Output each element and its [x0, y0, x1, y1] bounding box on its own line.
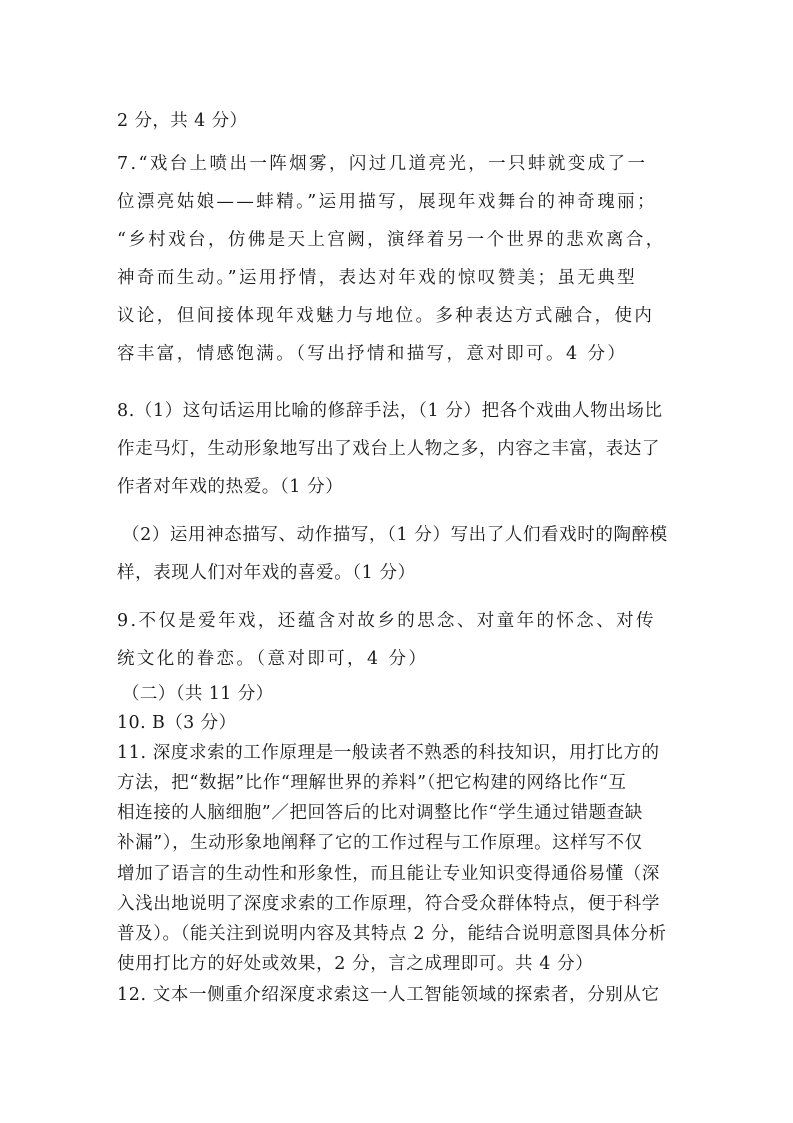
- answer-line-9: 作走马灯，生动形象地写出了戏台上人物之多，内容之丰富，表达了: [117, 439, 660, 459]
- answer-line-22: 入浅出地说明了深度求索的工作原理，符合受众群体特点，便于科学: [117, 894, 660, 914]
- answer-line-25: 12. 文本一侧重介绍深度求索这一人工智能领域的探索者，分别从它: [117, 985, 660, 1005]
- answer-line-14: 统文化的眷恋。（意对即可，4 分）: [117, 649, 429, 669]
- answer-line-7: 容丰富，情感饱满。（写出抒情和描写，意对即可。4 分）: [117, 344, 628, 364]
- answer-line-21: 增加了语言的生动性和形象性，而且能让专业知识变得通俗易懂（深: [117, 864, 660, 884]
- answer-line-17: 11. 深度求索的工作原理是一般读者不熟悉的科技知识，用打比方的: [117, 743, 660, 763]
- answer-line-2: 7.“戏台上喷出一阵烟雾，闪过几道亮光，一只蚌就变成了一: [117, 154, 648, 174]
- answer-line-6: 议论，但间接体现年戏魅力与地位。多种表达方式融合，使内: [117, 306, 655, 326]
- answer-line-16: 10. B（3 分）: [117, 713, 237, 733]
- answer-line-1: 2 分，共 4 分）: [117, 111, 248, 131]
- section-heading: （二）（共 11 分）: [122, 684, 274, 704]
- answer-line-19: 相连接的人脑细胞”／把回答后的比对调整比作“学生通过错题查缺: [117, 803, 643, 823]
- answer-line-20: 补漏”），生动形象地阐释了它的工作过程与工作原理。这样写不仅: [117, 833, 643, 853]
- answer-line-18: 方法，把“数据”比作“理解世界的养料”（把它构建的网络比作“互: [117, 773, 627, 793]
- answer-line-11: （2）运用神态描写、动作描写，（1 分）写出了人们看戏时的陶醉模: [122, 525, 668, 545]
- answer-line-3: 位漂亮姑娘——蚌精。”运用描写，展现年戏舞台的神奇瑰丽；: [117, 192, 657, 212]
- answer-line-12: 样，表现人们对年戏的喜爱。（1 分）: [117, 563, 416, 583]
- answer-line-4: “乡村戏台，仿佛是天上宫阙，演绎着另一个世界的悲欢离合，: [117, 230, 666, 250]
- answer-line-13: 9.不仅是爱年戏，还蕴含对故乡的思念、对童年的怀念、对传: [117, 611, 656, 631]
- answer-line-23: 普及）。（能关注到说明内容及其特点 2 分，能结合说明意图具体分析: [117, 924, 667, 944]
- answer-line-24: 使用打比方的好处或效果，2 分，言之成理即可。共 4 分）: [117, 954, 594, 974]
- answer-line-10: 作者对年戏的热爱。（1 分）: [117, 477, 344, 497]
- answer-line-5: 神奇而生动。”运用抒情，表达对年戏的惊叹赞美；虽无典型: [117, 268, 637, 288]
- answer-line-8: 8.（1）这句话运用比喻的修辞手法，（1 分）把各个戏曲人物出场比: [117, 401, 663, 421]
